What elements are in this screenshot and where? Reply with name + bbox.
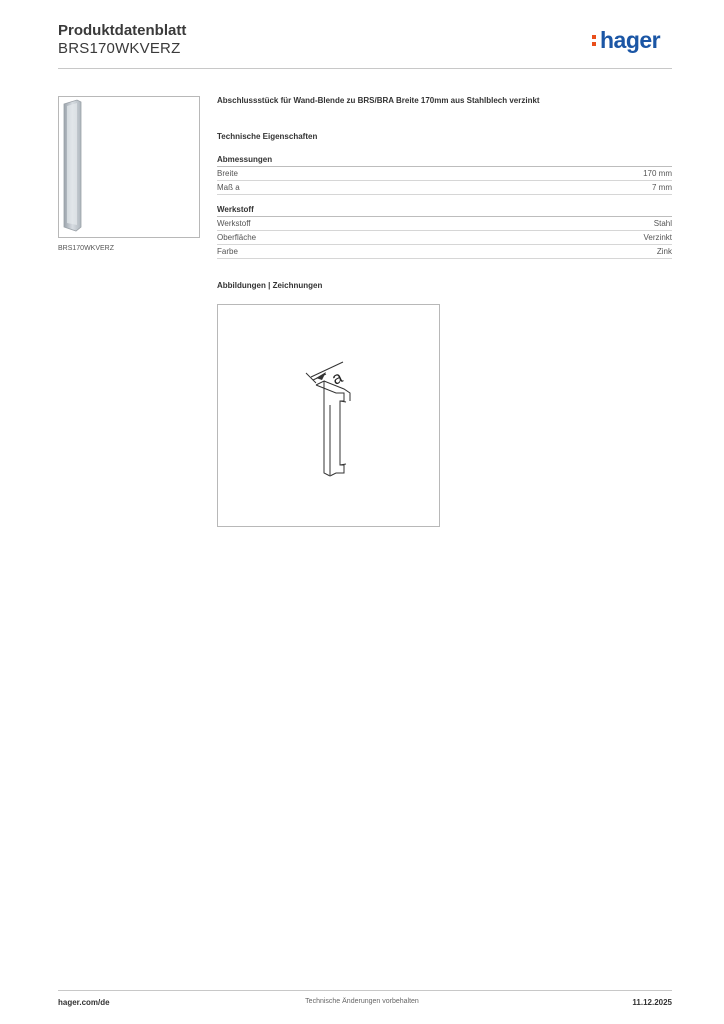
- group-dimensions: [217, 155, 672, 195]
- row-value: Verzinkt: [643, 233, 672, 242]
- table-row: [217, 167, 672, 181]
- drawing-svg: [218, 305, 439, 526]
- group-heading: Abmessungen: [217, 155, 672, 167]
- row-value: 7 mm: [652, 183, 672, 192]
- row-value: Stahl: [653, 219, 672, 228]
- logo-mark-icon: [592, 35, 597, 49]
- table-row: [217, 245, 672, 259]
- product-description: Abschlussstück für Wand-Blende zu BRS/BRA Breite 170mm aus Stahlblech verzinkt: [217, 96, 540, 105]
- row-label: Farbe: [217, 247, 238, 256]
- drawings-heading: Abbildungen | Zeichnungen: [217, 281, 323, 290]
- row-label: Werkstoff: [217, 219, 251, 228]
- row-label: Oberfläche: [217, 233, 257, 242]
- tech-heading: Technische Eigenschaften: [217, 132, 318, 141]
- technical-drawing: [217, 304, 440, 527]
- product-image-icon: [59, 97, 199, 237]
- product-thumbnail: [58, 96, 200, 238]
- row-value: 170 mm: [643, 169, 672, 178]
- product-code: BRS170WKVERZ: [58, 40, 181, 57]
- row-label: Maß a: [217, 183, 240, 192]
- group-material: [217, 205, 672, 259]
- row-label: Breite: [217, 169, 238, 178]
- footer-date: 11.12.2025: [632, 998, 672, 1007]
- product-details: [217, 96, 672, 290]
- thumbnail-caption: BRS170WKVERZ: [58, 245, 115, 252]
- table-row: [217, 181, 672, 195]
- footer-divider: [58, 990, 672, 991]
- row-value: Zink: [656, 247, 672, 256]
- table-row: [217, 231, 672, 245]
- logo-text: hager: [600, 27, 661, 53]
- group-heading: Werkstoff: [217, 205, 672, 217]
- dimension-label-a: a: [328, 367, 346, 389]
- footer-disclaimer: Technische Änderungen vorbehalten: [305, 998, 419, 1005]
- table-row: [217, 217, 672, 231]
- page-title: Produktdatenblatt: [58, 22, 187, 39]
- footer-website-link[interactable]: hager.com/de: [58, 998, 110, 1007]
- header-divider: [58, 68, 672, 69]
